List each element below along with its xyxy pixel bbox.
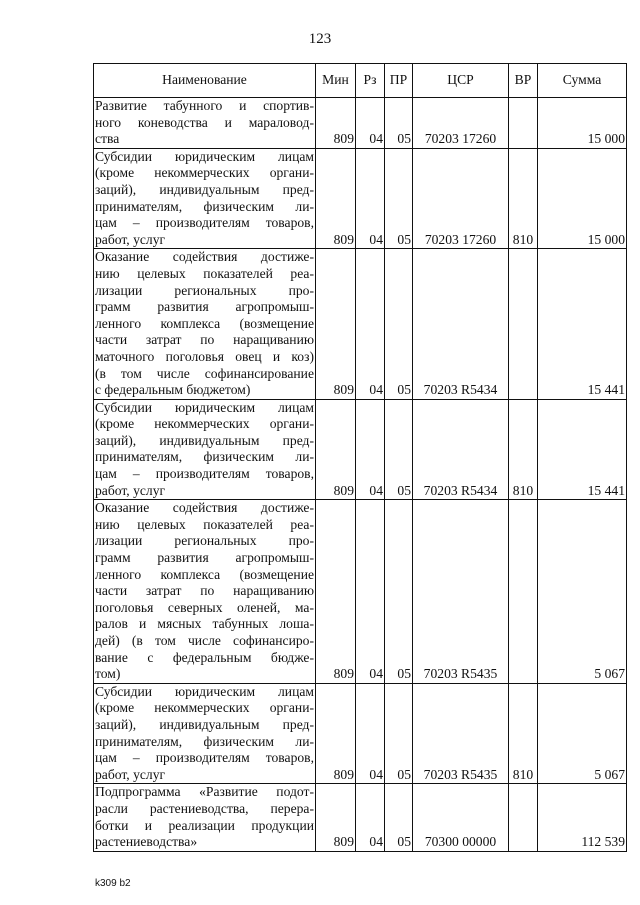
row-sum: 5 067 xyxy=(538,683,627,784)
header-pr: ПР xyxy=(385,64,413,98)
row-min: 809 xyxy=(316,148,356,249)
row-name-line: цам – производителям товаров, xyxy=(95,466,314,482)
row-name-line: Субсидии юридическим лицам xyxy=(95,683,314,699)
row-sum: 112 539 xyxy=(538,784,627,851)
row-name-line: Оказание содействия достиже- xyxy=(95,500,314,516)
row-vr xyxy=(509,784,538,851)
row-sum: 15 000 xyxy=(538,148,627,249)
row-name-line: том) xyxy=(95,666,121,682)
row-rz: 04 xyxy=(356,500,385,684)
row-name-line: нию целевых показателей реа- xyxy=(95,265,314,281)
row-min: 809 xyxy=(316,784,356,851)
row-pr: 05 xyxy=(385,98,413,149)
row-vr xyxy=(509,500,538,684)
row-csr: 70203 R5435 xyxy=(413,500,509,684)
row-min: 809 xyxy=(316,500,356,684)
table-row xyxy=(94,249,627,399)
row-name-line: вание с федеральным бюдже- xyxy=(95,649,314,665)
header-min: Мин xyxy=(316,64,356,98)
row-rz: 04 xyxy=(356,784,385,851)
table-header-row xyxy=(94,64,627,98)
table-row xyxy=(94,148,627,249)
row-name-line: работ, услуг xyxy=(95,766,166,782)
row-name-line: Оказание содействия достиже- xyxy=(95,249,314,265)
row-name-line: заций), индивидуальным пред- xyxy=(95,181,314,197)
table-row xyxy=(94,500,627,684)
row-name-line: Развитие табунного и спортив- xyxy=(95,98,314,113)
header-csr: ЦСР xyxy=(413,64,509,98)
header-name: Наименование xyxy=(94,64,316,98)
row-name-line: принимателям, физическим ли- xyxy=(95,449,314,465)
row-pr: 05 xyxy=(385,500,413,684)
row-name-line: заций), индивидуальным пред- xyxy=(95,432,314,448)
row-name-line: грамм развития агропромыш- xyxy=(95,299,314,315)
row-name xyxy=(94,98,316,149)
row-name-line: дей) (в том числе софинансиро- xyxy=(95,633,314,648)
row-vr xyxy=(509,98,538,149)
row-name-line: лизации региональных про- xyxy=(95,282,314,298)
row-name-line: Субсидии юридическим лицам xyxy=(95,148,314,164)
row-csr: 70203 17260 xyxy=(413,148,509,249)
header-rz: Рз xyxy=(356,64,385,98)
row-name-line: ралов и мясных табунных лоша- xyxy=(95,616,314,632)
row-name-line: принимателям, физическим ли- xyxy=(95,733,314,749)
row-name-line: части затрат по наращиванию xyxy=(95,332,314,348)
row-name-line: лизации региональных про- xyxy=(95,533,314,549)
row-name xyxy=(94,784,316,851)
row-csr: 70203 R5434 xyxy=(413,399,509,500)
budget-table xyxy=(93,63,627,852)
row-name xyxy=(94,500,316,684)
footer-code: k309 b2 xyxy=(95,878,131,889)
row-name-line: работ, услуг xyxy=(95,482,166,498)
row-name-line: части затрат по наращиванию xyxy=(95,583,314,599)
row-name-line: нию целевых показателей реа- xyxy=(95,516,314,532)
table-row xyxy=(94,399,627,500)
table-row xyxy=(94,784,627,851)
row-name xyxy=(94,399,316,500)
page-number: 123 xyxy=(308,31,332,47)
row-rz: 04 xyxy=(356,98,385,149)
row-vr: 810 xyxy=(509,683,538,784)
row-name-line: с федеральным бюджетом) xyxy=(95,382,251,398)
row-pr: 05 xyxy=(385,784,413,851)
row-name-line: ленного комплекса (возмещение xyxy=(95,315,314,331)
table-row xyxy=(94,683,627,784)
row-name-line: (кроме некоммерческих органи- xyxy=(95,416,314,432)
row-sum: 5 067 xyxy=(538,500,627,684)
row-name-line: ства xyxy=(95,131,120,147)
row-name-line: растениеводства» xyxy=(95,834,198,850)
row-min: 809 xyxy=(316,249,356,399)
row-name-line: заций), индивидуальным пред- xyxy=(95,716,314,732)
row-vr: 810 xyxy=(509,399,538,500)
row-pr: 05 xyxy=(385,683,413,784)
row-pr: 05 xyxy=(385,249,413,399)
row-rz: 04 xyxy=(356,399,385,500)
header-sum: Сумма xyxy=(538,64,627,98)
row-sum: 15 441 xyxy=(538,249,627,399)
table-row xyxy=(94,98,627,149)
row-csr: 70203 17260 xyxy=(413,98,509,149)
row-name-line: Подпрограмма «Развитие подот- xyxy=(95,784,314,800)
row-name-line: грамм развития агропромыш- xyxy=(95,550,314,566)
row-name xyxy=(94,683,316,784)
row-name-line: Субсидии юридическим лицам xyxy=(95,399,314,415)
row-pr: 05 xyxy=(385,148,413,249)
row-name-line: поголовья северных оленей, ма- xyxy=(95,599,314,615)
row-min: 809 xyxy=(316,683,356,784)
row-name-line: (кроме некоммерческих органи- xyxy=(95,700,314,716)
row-name-line: принимателям, физическим ли- xyxy=(95,198,314,214)
row-vr xyxy=(509,249,538,399)
row-name-line: ного коневодства и мараловод- xyxy=(95,114,314,130)
row-name-line: цам – производителям товаров, xyxy=(95,215,314,231)
row-name-line: (в том числе софинансирование xyxy=(95,365,314,381)
row-pr: 05 xyxy=(385,399,413,500)
row-name-line: работ, услуг xyxy=(95,231,166,247)
row-min: 809 xyxy=(316,98,356,149)
row-rz: 04 xyxy=(356,683,385,784)
row-name xyxy=(94,148,316,249)
row-csr: 70300 00000 xyxy=(413,784,509,851)
row-csr: 70203 R5435 xyxy=(413,683,509,784)
row-name xyxy=(94,249,316,399)
row-name-line: ботки и реализации продукции xyxy=(95,817,314,833)
row-sum: 15 441 xyxy=(538,399,627,500)
row-rz: 04 xyxy=(356,249,385,399)
row-name-line: маточного поголовья овец и коз) xyxy=(95,348,314,364)
row-csr: 70203 R5434 xyxy=(413,249,509,399)
row-name-line: ленного комплекса (возмещение xyxy=(95,566,314,582)
row-min: 809 xyxy=(316,399,356,500)
row-rz: 04 xyxy=(356,148,385,249)
row-name-line: (кроме некоммерческих органи- xyxy=(95,165,314,181)
row-vr: 810 xyxy=(509,148,538,249)
row-sum: 15 000 xyxy=(538,98,627,149)
header-vr: ВР xyxy=(509,64,538,98)
row-name-line: цам – производителям товаров, xyxy=(95,750,314,766)
row-name-line: расли растениеводства, перера- xyxy=(95,800,314,816)
